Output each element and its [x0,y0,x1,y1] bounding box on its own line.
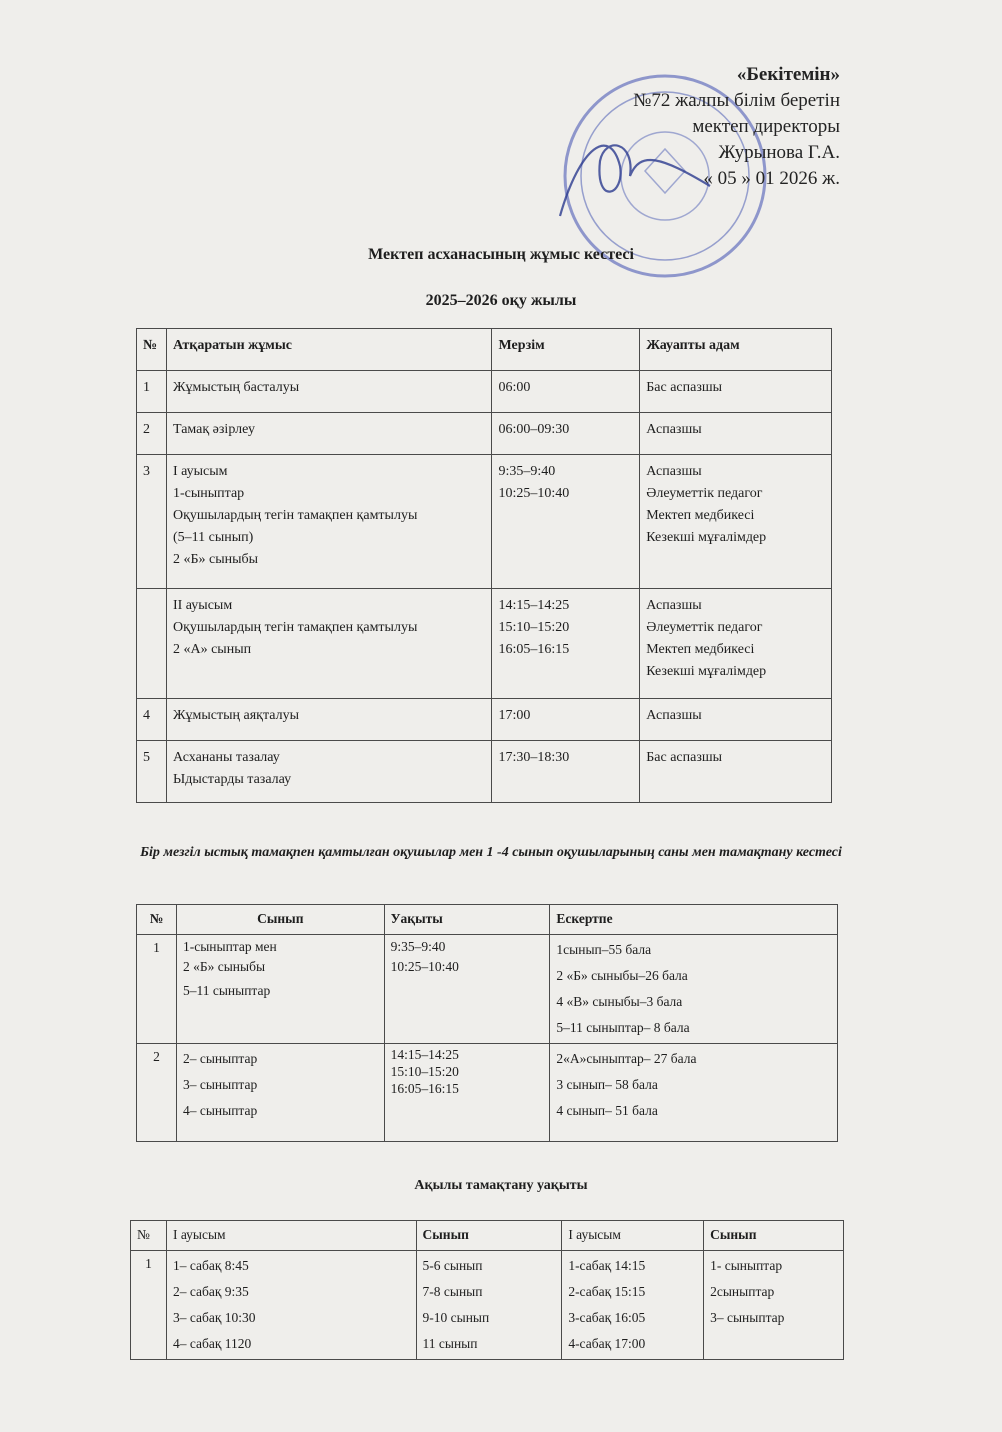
header-num: № [131,1221,167,1251]
approval-school: №72 жалпы білім беретін [633,90,840,111]
header-work: Атқаратын жұмыс [166,329,491,371]
row-responsible: Бас аспазшы [640,741,832,803]
approval-date: « 05 » 01 2026 ж. [703,168,840,189]
table-header-row [131,1221,844,1251]
row-work: І ауысым 1-сыныптар Оқушылардың тегін тамақпен қамтылуы (5–11 сынып) 2 «Б» сыныбы [166,455,491,589]
header-shift1: І ауысым [166,1221,416,1251]
row-class2: 1- сыныптар 2сыныптар 3– сыныптар [704,1251,844,1360]
row-note: 2«А»сыныптар– 27 бала 3 сынып– 58 бала 4 сынып– 51 бала [550,1044,838,1142]
row-responsible: Аспазшы Әлеуметтік педагог Мектеп медбикесі Кезекші мұғалімдер [640,589,832,699]
row-work: Жұмыстың аяқталуы [166,699,491,741]
table-row [137,935,838,1044]
row-num: 2 [137,413,167,455]
row-time: 17:30–18:30 [492,741,640,803]
table-row [137,371,832,413]
row-work: Тамақ әзірлеу [166,413,491,455]
row-work: Асхананы тазалау Ыдыстарды тазалау [166,741,491,803]
row-responsible: Аспазшы Әлеуметтік педагог Мектеп медбикесі Кезекші мұғалімдер [640,455,832,589]
approval-block [633,62,840,192]
row-num: 5 [137,741,167,803]
table-header-row [137,905,838,935]
row-num: 3 [137,455,167,589]
academic-year: 2025–2026 оқу жылы [425,292,577,309]
header-class: Сынып [176,905,384,935]
row-work: ІІ ауысым Оқушылардың тегін тамақпен қамтылуы 2 «А» сынып [166,589,491,699]
row-time: 06:00 [492,371,640,413]
row-responsible: Бас аспазшы [640,371,832,413]
row-num: 1 [131,1251,167,1360]
table-row [137,413,832,455]
row-work: Жұмыстың басталуы [166,371,491,413]
row-class: 2– сыныптар 3– сыныптар 4– сыныптар [176,1044,384,1142]
header-num: № [137,905,177,935]
row-shift1: 1– сабақ 8:45 2– сабақ 9:35 3– сабақ 10:30 4– сабақ 1120 [166,1251,416,1360]
header-class1: Сынып [416,1221,562,1251]
table-row [137,741,832,803]
header-responsible: Жауапты адам [640,329,832,371]
paid-meals-table [130,1220,844,1360]
row-time: 14:15–14:25 15:10–15:20 16:05–16:15 [492,589,640,699]
row-class: 1-сыныптар мен 2 «Б» сыныбы 5–11 сыныптар [176,935,384,1044]
row-note: 1сынып–55 бала 2 «Б» сыныбы–26 бала 4 «В» сыныбы–3 бала 5–11 сыныптар– 8 бала [550,935,838,1044]
approval-position: мектеп директоры [692,116,840,137]
row-num: 1 [137,371,167,413]
row-num: 2 [137,1044,177,1142]
section2-title: Бір мезгіл ыстық тамақпен қамтылған оқушылар мен 1 -4 сынып оқушыларының саны мен тамақтану кестесі [140,845,842,860]
row-num: 1 [137,935,177,1044]
row-time: 06:00–09:30 [492,413,640,455]
row-time: 9:35–9:40 10:25–10:40 [492,455,640,589]
table-row [137,589,832,699]
row-num [137,589,167,699]
row-class1: 5-6 сынып 7-8 сынып 9-10 сынып 11 сынып [416,1251,562,1360]
header-num: № [137,329,167,371]
row-num: 4 [137,699,167,741]
section3-title: Ақылы тамақтану уақыты [414,1178,588,1193]
header-class2: Сынып [704,1221,844,1251]
hot-meal-students-table [136,904,838,1142]
table-header-row [137,329,832,371]
row-time: 9:35–9:40 10:25–10:40 [384,935,550,1044]
table-row [131,1251,844,1360]
header-shift2: І ауысым [562,1221,704,1251]
row-responsible: Аспазшы [640,413,832,455]
row-responsible: Аспазшы [640,699,832,741]
table-row [137,699,832,741]
header-time: Уақыты [384,905,550,935]
canteen-schedule-table [136,328,832,803]
table-row [137,1044,838,1142]
header-time: Мерзім [492,329,640,371]
header-note: Ескертпе [550,905,838,935]
row-time: 17:00 [492,699,640,741]
approval-name: Журынова Г.А. [718,142,840,163]
table-row [137,455,832,589]
document-title: Мектеп асханасының жұмыс кестесі [368,246,634,263]
approval-heading: «Бекітемін» [736,64,840,85]
row-time: 14:15–14:25 15:10–15:20 16:05–16:15 [384,1044,550,1142]
row-shift2: 1-сабақ 14:15 2-сабақ 15:15 3-сабақ 16:05 4-сабақ 17:00 [562,1251,704,1360]
